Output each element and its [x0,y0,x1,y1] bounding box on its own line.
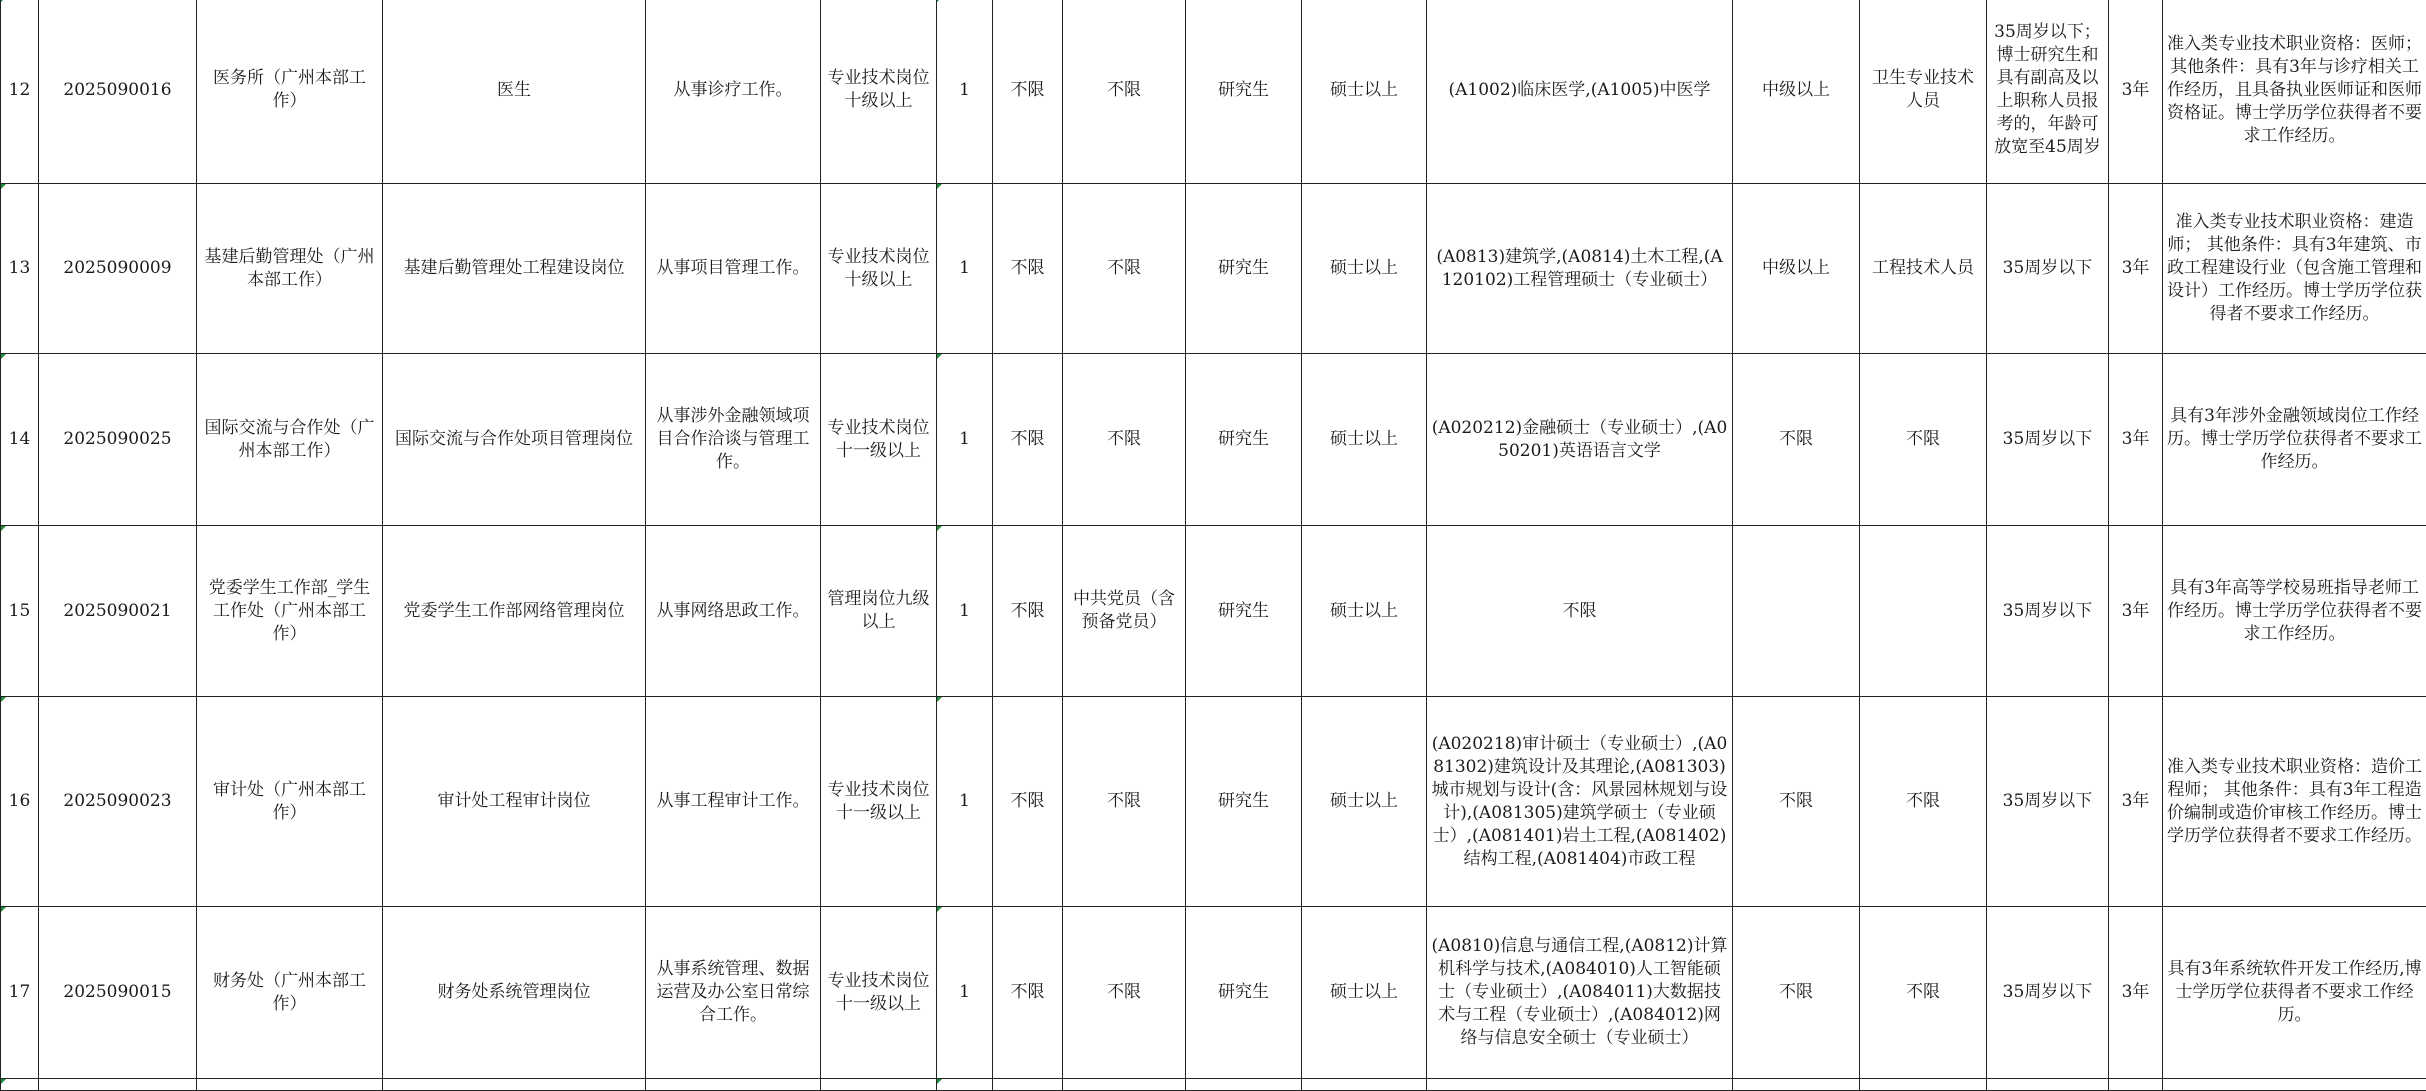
cell-major[interactable] [1427,1079,1733,1091]
cell-dept[interactable]: 基建后勤管理处（广州本部工作） [197,184,383,354]
table-row[interactable] [1,354,2426,526]
cell-no[interactable]: 12 [1,0,39,184]
cell-politics[interactable]: 不限 [1063,184,1186,354]
cell-duty[interactable]: 从事涉外金融领域项目合作洽谈与管理工作。 [646,354,821,526]
cell-dept[interactable] [197,1079,383,1091]
cell-degree[interactable] [1302,1079,1427,1091]
cell-code[interactable] [39,1079,197,1091]
cell-duty[interactable]: 从事项目管理工作。 [646,184,821,354]
cell-years[interactable] [2109,1079,2163,1091]
table-row[interactable] [1,184,2426,354]
cell-category[interactable]: 卫生专业技术人员 [1860,0,1987,184]
cell-dept[interactable]: 党委学生工作部_学生工作处（广州本部工作） [197,526,383,697]
cell-politics[interactable]: 中共党员（含预备党员） [1063,526,1186,697]
cell-post[interactable]: 医生 [383,0,646,184]
table-row[interactable] [1,0,2426,184]
cell-no[interactable]: 14 [1,354,39,526]
cell-dept[interactable]: 国际交流与合作处（广州本部工作） [197,354,383,526]
cell-req[interactable]: 准入类专业技术职业资格：建造师； 其他条件：具有3年建筑、市政工程建设行业（包含施工管理和设计）工作经历。博士学历学位获得者不要求工作经历。 [2163,184,2426,354]
cell-post[interactable]: 审计处工程审计岗位 [383,697,646,907]
cell-level[interactable]: 管理岗位九级以上 [821,526,937,697]
cell-age[interactable]: 35周岁以下 [1987,697,2109,907]
cell-major[interactable]: (A1002)临床医学,(A1005)中医学 [1427,0,1733,184]
cell-age[interactable]: 35周岁以下 [1987,526,2109,697]
cell-age[interactable] [1987,1079,2109,1091]
cell-c8[interactable]: 不限 [993,907,1063,1079]
cell-req[interactable]: 具有3年涉外金融领域岗位工作经历。博士学历学位获得者不要求工作经历。 [2163,354,2426,526]
cell-title[interactable]: 中级以上 [1733,184,1860,354]
cell-post[interactable]: 党委学生工作部网络管理岗位 [383,526,646,697]
cell-no[interactable]: 17 [1,907,39,1079]
cell-edu[interactable]: 研究生 [1186,354,1302,526]
cell-c8[interactable]: 不限 [993,0,1063,184]
cell-years[interactable]: 3年 [2109,184,2163,354]
table-row[interactable] [1,1079,2426,1091]
cell-count[interactable]: 1 [937,184,993,354]
cell-dept[interactable]: 财务处（广州本部工作） [197,907,383,1079]
cell-title[interactable]: 中级以上 [1733,0,1860,184]
cell-years[interactable]: 3年 [2109,526,2163,697]
cell-age[interactable]: 35周岁以下；博士研究生和具有副高及以上职称人员报考的，年龄可放宽至45周岁 [1987,0,2109,184]
cell-c8[interactable]: 不限 [993,354,1063,526]
cell-count[interactable]: 1 [937,907,993,1079]
cell-category[interactable]: 不限 [1860,907,1987,1079]
table-row[interactable] [1,907,2426,1079]
cell-req[interactable]: 准入类专业技术职业资格：造价工程师； 其他条件：具有3年工程造价编制或造价审核工作经历。博士学历学位获得者不要求工作经历。 [2163,697,2426,907]
cell-code[interactable]: 2025090025 [39,354,197,526]
cell-major[interactable]: 不限 [1427,526,1733,697]
cell-count[interactable]: 1 [937,354,993,526]
cell-dept[interactable]: 审计处（广州本部工作） [197,697,383,907]
cell-major[interactable]: (A0813)建筑学,(A0814)土木工程,(A120102)工程管理硕士（专业硕士） [1427,184,1733,354]
cell-dept[interactable]: 医务所（广州本部工作） [197,0,383,184]
cell-req[interactable]: 准入类专业技术职业资格：医师； 其他条件：具有3年与诊疗相关工作经历，且具备执业医师证和医师资格证。博士学历学位获得者不要求工作经历。 [2163,0,2426,184]
cell-post[interactable]: 财务处系统管理岗位 [383,907,646,1079]
cell-politics[interactable]: 不限 [1063,354,1186,526]
cell-edu[interactable]: 研究生 [1186,0,1302,184]
cell-category[interactable]: 工程技术人员 [1860,184,1987,354]
cell-c8[interactable]: 不限 [993,697,1063,907]
cell-edu[interactable]: 研究生 [1186,907,1302,1079]
cell-years[interactable]: 3年 [2109,697,2163,907]
cell-years[interactable]: 3年 [2109,907,2163,1079]
cell-politics[interactable]: 不限 [1063,697,1186,907]
cell-post[interactable] [383,1079,646,1091]
cell-c8[interactable]: 不限 [993,526,1063,697]
cell-level[interactable]: 专业技术岗位十一级以上 [821,697,937,907]
cell-code[interactable]: 2025090016 [39,0,197,184]
cell-duty[interactable]: 从事网络思政工作。 [646,526,821,697]
cell-level[interactable]: 专业技术岗位十一级以上 [821,354,937,526]
cell-post[interactable]: 基建后勤管理处工程建设岗位 [383,184,646,354]
cell-level[interactable] [821,1079,937,1091]
cell-c8[interactable]: 不限 [993,184,1063,354]
cell-politics[interactable] [1063,1079,1186,1091]
cell-code[interactable]: 2025090023 [39,697,197,907]
cell-count[interactable]: 1 [937,697,993,907]
cell-c8[interactable] [993,1079,1063,1091]
cell-category[interactable]: 不限 [1860,354,1987,526]
cell-edu[interactable]: 研究生 [1186,697,1302,907]
cell-edu[interactable] [1186,1079,1302,1091]
cell-category[interactable]: 不限 [1860,697,1987,907]
table-row[interactable] [1,697,2426,907]
cell-title[interactable] [1733,1079,1860,1091]
cell-code[interactable]: 2025090009 [39,184,197,354]
cell-degree[interactable]: 硕士以上 [1302,697,1427,907]
cell-degree[interactable]: 硕士以上 [1302,526,1427,697]
cell-req[interactable] [2163,1079,2426,1091]
cell-major[interactable]: (A0810)信息与通信工程,(A0812)计算机科学与技术,(A084010)人工智能硕士（专业硕士）,(A084011)大数据技术与工程（专业硕士）,(A084012)网络与信息安全硕士（专业硕士） [1427,907,1733,1079]
cell-title[interactable]: 不限 [1733,354,1860,526]
cell-age[interactable]: 35周岁以下 [1987,907,2109,1079]
cell-age[interactable]: 35周岁以下 [1987,184,2109,354]
cell-years[interactable]: 3年 [2109,354,2163,526]
cell-count[interactable]: 1 [937,526,993,697]
table-row[interactable] [1,526,2426,697]
cell-category[interactable] [1860,1079,1987,1091]
cell-count[interactable]: 1 [937,0,993,184]
cell-no[interactable]: 15 [1,526,39,697]
cell-no[interactable] [1,1079,39,1091]
cell-req[interactable]: 具有3年系统软件开发工作经历,博士学历学位获得者不要求工作经历。 [2163,907,2426,1079]
cell-degree[interactable]: 硕士以上 [1302,354,1427,526]
cell-duty[interactable] [646,1079,821,1091]
cell-degree[interactable]: 硕士以上 [1302,184,1427,354]
cell-duty[interactable]: 从事工程审计工作。 [646,697,821,907]
cell-level[interactable]: 专业技术岗位十一级以上 [821,907,937,1079]
cell-edu[interactable]: 研究生 [1186,184,1302,354]
cell-title[interactable]: 不限 [1733,907,1860,1079]
cell-no[interactable]: 13 [1,184,39,354]
cell-code[interactable]: 2025090021 [39,526,197,697]
cell-title[interactable]: 不限 [1733,697,1860,907]
cell-politics[interactable]: 不限 [1063,907,1186,1079]
cell-major[interactable]: (A020218)审计硕士（专业硕士）,(A081302)建筑设计及其理论,(A081303)城市规划与设计(含：风景园林规划与设计),(A081305)建筑学硕士（专业硕士）,(A081401)岩土工程,(A081402)结构工程,(A081404)市政工程 [1427,697,1733,907]
cell-duty[interactable]: 从事诊疗工作。 [646,0,821,184]
cell-no[interactable]: 16 [1,697,39,907]
cell-level[interactable]: 专业技术岗位十级以上 [821,0,937,184]
cell-degree[interactable]: 硕士以上 [1302,907,1427,1079]
cell-category[interactable] [1860,526,1987,697]
cell-politics[interactable]: 不限 [1063,0,1186,184]
cell-degree[interactable]: 硕士以上 [1302,0,1427,184]
cell-edu[interactable]: 研究生 [1186,526,1302,697]
cell-duty[interactable]: 从事系统管理、数据运营及办公室日常综合工作。 [646,907,821,1079]
cell-age[interactable]: 35周岁以下 [1987,354,2109,526]
cell-major[interactable]: (A020212)金融硕士（专业硕士）,(A050201)英语语言文学 [1427,354,1733,526]
cell-title[interactable] [1733,526,1860,697]
cell-count[interactable] [937,1079,993,1091]
cell-post[interactable]: 国际交流与合作处项目管理岗位 [383,354,646,526]
cell-code[interactable]: 2025090015 [39,907,197,1079]
cell-req[interactable]: 具有3年高等学校易班指导老师工作经历。博士学历学位获得者不要求工作经历。 [2163,526,2426,697]
cell-years[interactable]: 3年 [2109,0,2163,184]
cell-level[interactable]: 专业技术岗位十级以上 [821,184,937,354]
